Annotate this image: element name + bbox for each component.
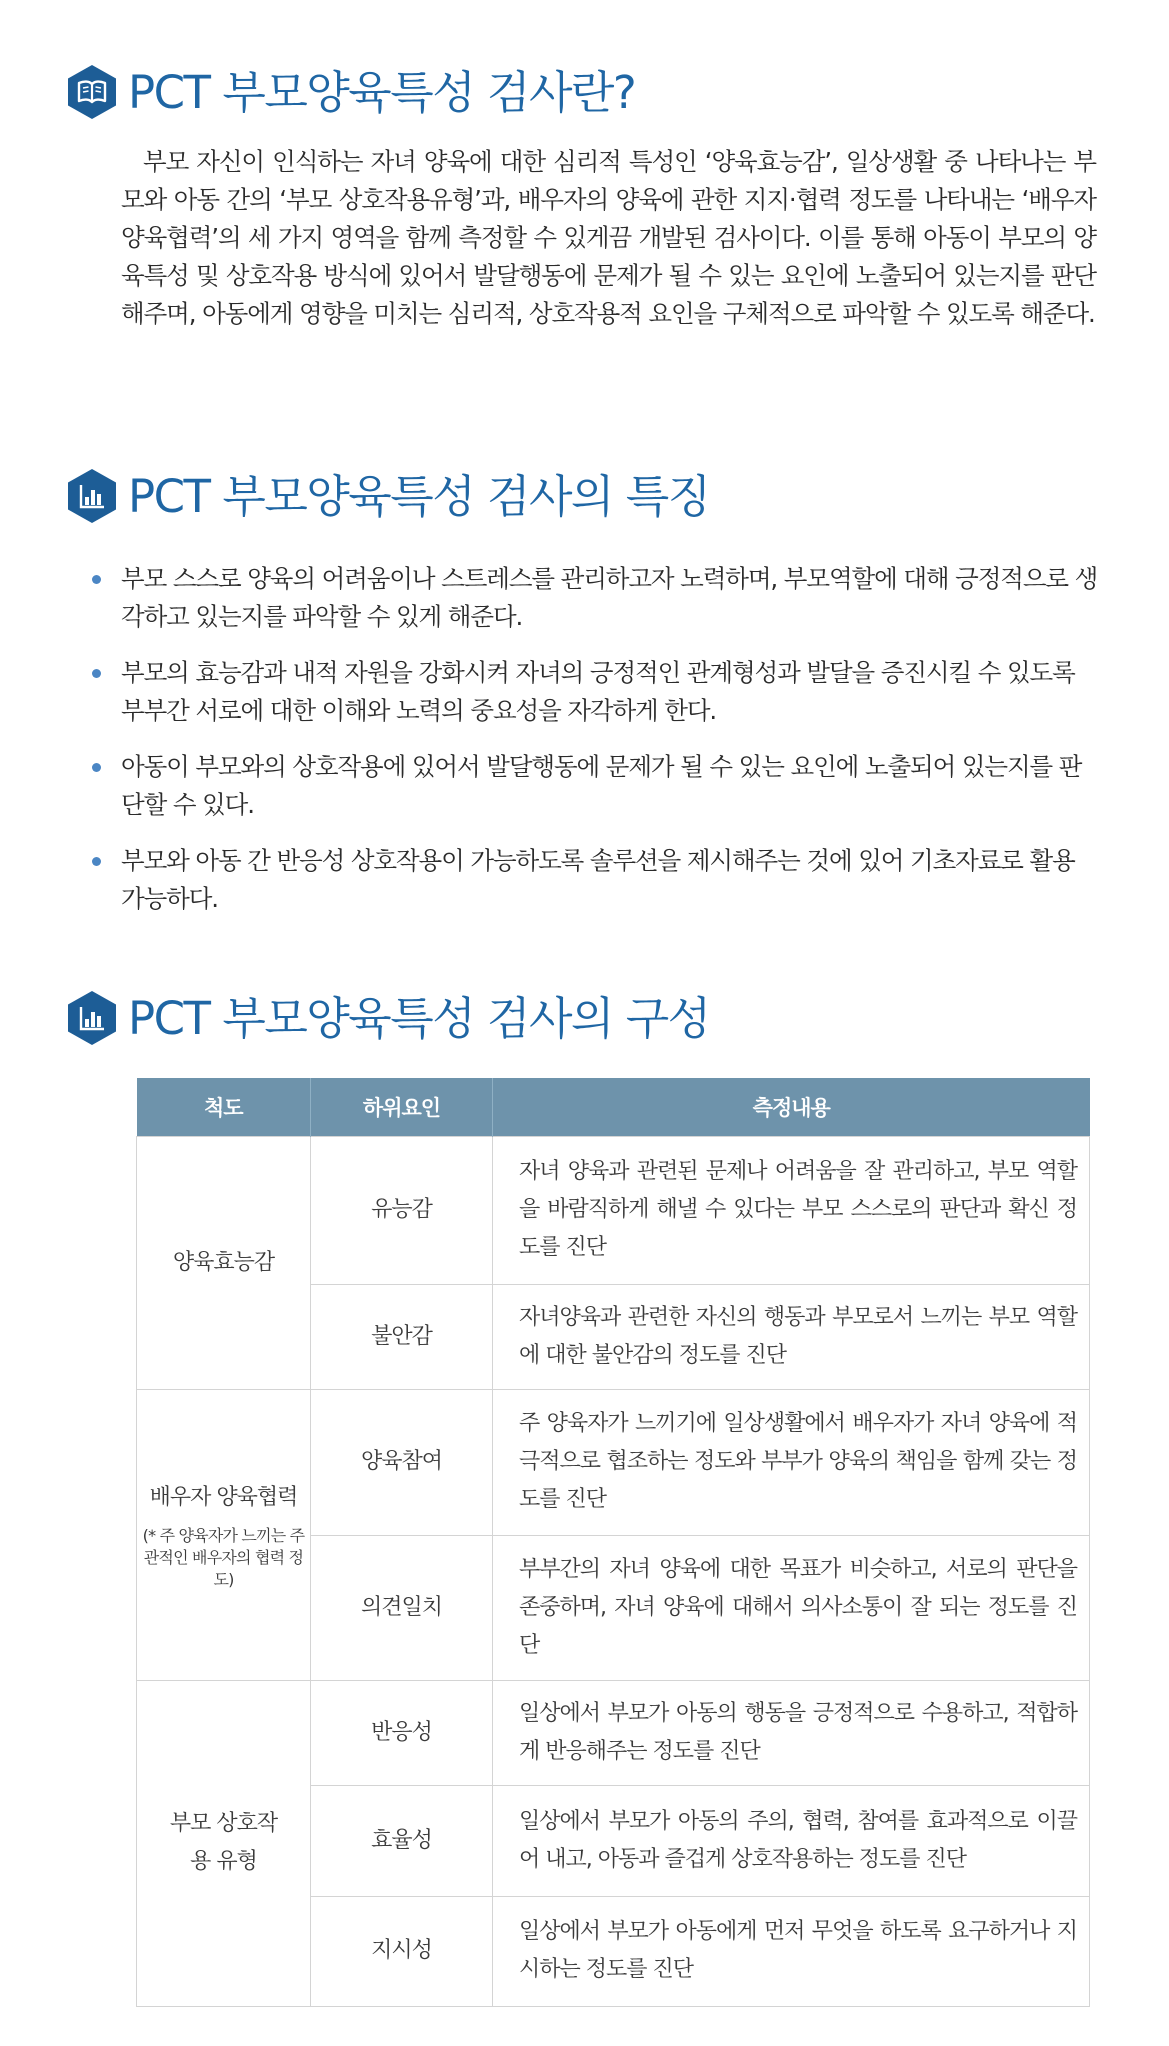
book-icon [66, 64, 118, 120]
subfactor-cell: 의견일치 [311, 1535, 493, 1680]
column-header-scale: 척도 [137, 1078, 311, 1136]
scale-note: (* 주 양육자가 느끼는 주관적인 배우자의 협력 정도) [142, 1525, 305, 1589]
table-header-row [137, 1078, 1090, 1136]
description-cell: 일상에서 부모가 아동의 행동을 긍정적으로 수용하고, 적합하게 반응해주는 정도를 진단 [493, 1680, 1090, 1785]
scale-cell [137, 1136, 311, 1389]
section-title-composition: PCT 부모양육특성 검사의 구성 [128, 991, 710, 1045]
composition-table [136, 1078, 1090, 2007]
list-item: 부모 스스로 양육의 어려움이나 스트레스를 관리하고자 노력하며, 부모역할에 대해 긍정적으로 생각하고 있는지를 파악할 수 있게 해준다. [90, 560, 1100, 636]
subfactor-cell: 지시성 [311, 1896, 493, 2006]
table-row [137, 1136, 1090, 1284]
list-item: 아동이 부모와의 상호작용에 있어서 발달행동에 문제가 될 수 있는 요인에 노출되어 있는지를 판단할 수 있다. [90, 748, 1100, 824]
section-heading-composition [66, 990, 710, 1046]
scale-cell [137, 1389, 311, 1680]
column-header-content: 측정내용 [493, 1078, 1090, 1136]
section-heading-features [66, 468, 710, 524]
description-cell: 자녀양육과 관련한 자신의 행동과 부모로서 느끼는 부모 역할에 대한 불안감의 정도를 진단 [493, 1284, 1090, 1389]
section-title-about: PCT 부모양육특성 검사란? [128, 65, 636, 119]
bar-chart-icon [66, 468, 118, 524]
feature-list [90, 560, 1100, 918]
bar-chart-icon [66, 990, 118, 1046]
section-heading-about [66, 64, 635, 120]
description-cell: 부부간의 자녀 양육에 대한 목표가 비슷하고, 서로의 판단을 존중하며, 자녀 양육에 대해서 의사소통이 잘 되는 정도를 진단 [493, 1535, 1090, 1680]
subfactor-cell: 양육참여 [311, 1389, 493, 1535]
description-cell: 일상에서 부모가 아동의 주의, 협력, 참여를 효과적으로 이끌어 내고, 아동과 즐겁게 상호작용하는 정도를 진단 [493, 1785, 1090, 1896]
column-header-subfactor: 하위요인 [311, 1078, 493, 1136]
subfactor-cell: 유능감 [311, 1136, 493, 1284]
description-cell: 자녀 양육과 관련된 문제나 어려움을 잘 관리하고, 부모 역할을 바람직하게 해낼 수 있다는 부모 스스로의 판단과 확신 정도를 진단 [493, 1136, 1090, 1284]
table-row [137, 1680, 1090, 1785]
scale-label: 부모 상호작용 유형 [169, 1811, 278, 1874]
subfactor-cell: 효율성 [311, 1785, 493, 1896]
list-item: 부모와 아동 간 반응성 상호작용이 가능하도록 솔루션을 제시해주는 것에 있어 기초자료로 활용 가능하다. [90, 842, 1100, 918]
intro-paragraph: 부모 자신이 인식하는 자녀 양육에 대한 심리적 특성인 ‘양육효능감’, 일상생활 중 나타나는 부모와 아동 간의 ‘부모 상호작용유형’과, 배우자의 양육에 관한 지지·협력 정도를 나타내는 ‘배우자 양육협력’의 세 가지 영역을 함께 측정할 수 있게끔 개발된 검사이다. 이를 통해 아동이 부모의 양육특성 및 상호작용 방식에 있어서 발달행동에 문제가 될 수 있는 요인에 노출되어 있는지를 판단해주며, 아동에게 영향을 미치는 심리적, 상호작용적 요인을 구체적으로 파악할 수 있도록 해준다. [121, 147, 1096, 328]
subfactor-cell: 반응성 [311, 1680, 493, 1785]
scale-label: 양육효능감 [172, 1249, 275, 1275]
scale-cell [137, 1680, 311, 2006]
scale-label: 배우자 양육협력 [149, 1484, 298, 1510]
description-cell: 주 양육자가 느끼기에 일상생활에서 배우자가 자녀 양육에 적극적으로 협조하는 정도와 부부가 양육의 책임을 함께 갖는 정도를 진단 [493, 1389, 1090, 1535]
section-title-features: PCT 부모양육특성 검사의 특징 [128, 469, 710, 523]
subfactor-cell: 불안감 [311, 1284, 493, 1389]
list-item: 부모의 효능감과 내적 자원을 강화시켜 자녀의 긍정적인 관계형성과 발달을 증진시킬 수 있도록 부부간 서로에 대한 이해와 노력의 중요성을 자각하게 한다. [90, 654, 1100, 730]
table-row [137, 1389, 1090, 1535]
description-cell: 일상에서 부모가 아동에게 먼저 무엇을 하도록 요구하거나 지시하는 정도를 진단 [493, 1896, 1090, 2006]
